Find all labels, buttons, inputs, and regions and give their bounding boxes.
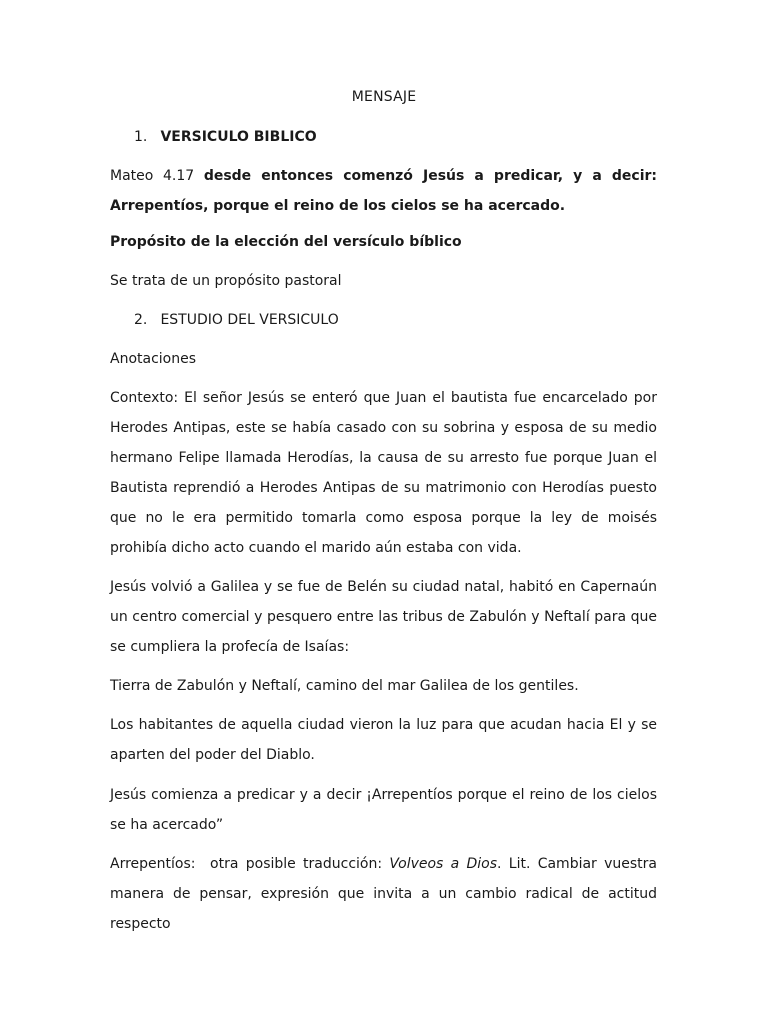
section-1-title: VERSICULO BIBLICO xyxy=(160,129,317,145)
comienza-paragraph: Jesús comienza a predicar y a decir ¡Arrepentíos porque el reino de los cielos se ha acercado” xyxy=(110,787,657,833)
arrepentios-paragraph xyxy=(110,849,657,939)
section-1-number: 1. xyxy=(134,129,148,145)
section-1-heading xyxy=(134,126,317,148)
annotations-label: Anotaciones xyxy=(110,351,197,367)
document-title: MENSAJE xyxy=(351,89,417,105)
purpose-heading: Propósito de la elección del versículo bíblico xyxy=(110,234,462,250)
purpose-text: Se trata de un propósito pastoral xyxy=(110,273,342,289)
arrepentios-prefix: Arrepentíos: otra posible traducción: xyxy=(110,856,390,872)
context-paragraph: Contexto: El señor Jesús se enteró que Juan el bautista fue encarcelado por Herodes Antipas, este se había casado con su sobrina y esposa de su medio hermano Felipe llamada Herodías, la causa de su arresto fue porque Juan el Bautista reprendió a Herodes Antipas de su matrimonio con Herodías puesto que no le era permitido tomarla como esposa porque la ley de moisés prohibía dicho acto cuando el marido aún estaba con vida. xyxy=(110,390,657,556)
galilea-paragraph: Jesús volvió a Galilea y se fue de Belén su ciudad natal, habitó en Capernaún un centro comercial y pesquero entre las tribus de Zabulón y Neftalí para que se cumpliera la profecía de Isaías: xyxy=(110,579,657,655)
section-2-title: ESTUDIO DEL VERSICULO xyxy=(160,312,339,328)
section-2-number: 2. xyxy=(134,312,148,328)
section-2-heading xyxy=(134,309,339,331)
verse-paragraph xyxy=(110,161,657,221)
verse-reference: Mateo 4.17 xyxy=(110,168,195,184)
verse-text-2: Arrepentíos, porque el reino de los cielos se ha acercado. xyxy=(110,198,566,214)
arrepentios-suffix: . Lit. Cambiar vuestra manera de pensar, expresión que invita a un cambio radical de actitud respecto xyxy=(110,856,657,932)
habitantes-paragraph: Los habitantes de aquella ciudad vieron la luz para que acudan hacia El y se aparten del poder del Diablo. xyxy=(110,717,657,763)
tierra-paragraph: Tierra de Zabulón y Neftalí, camino del mar Galilea de los gentiles. xyxy=(110,678,579,694)
arrepentios-italic: Volveos a Dios xyxy=(389,856,498,872)
verse-line-1 xyxy=(110,161,657,191)
verse-text-1: desde entonces comenzó Jesús a predicar, y a decir: xyxy=(203,168,657,184)
